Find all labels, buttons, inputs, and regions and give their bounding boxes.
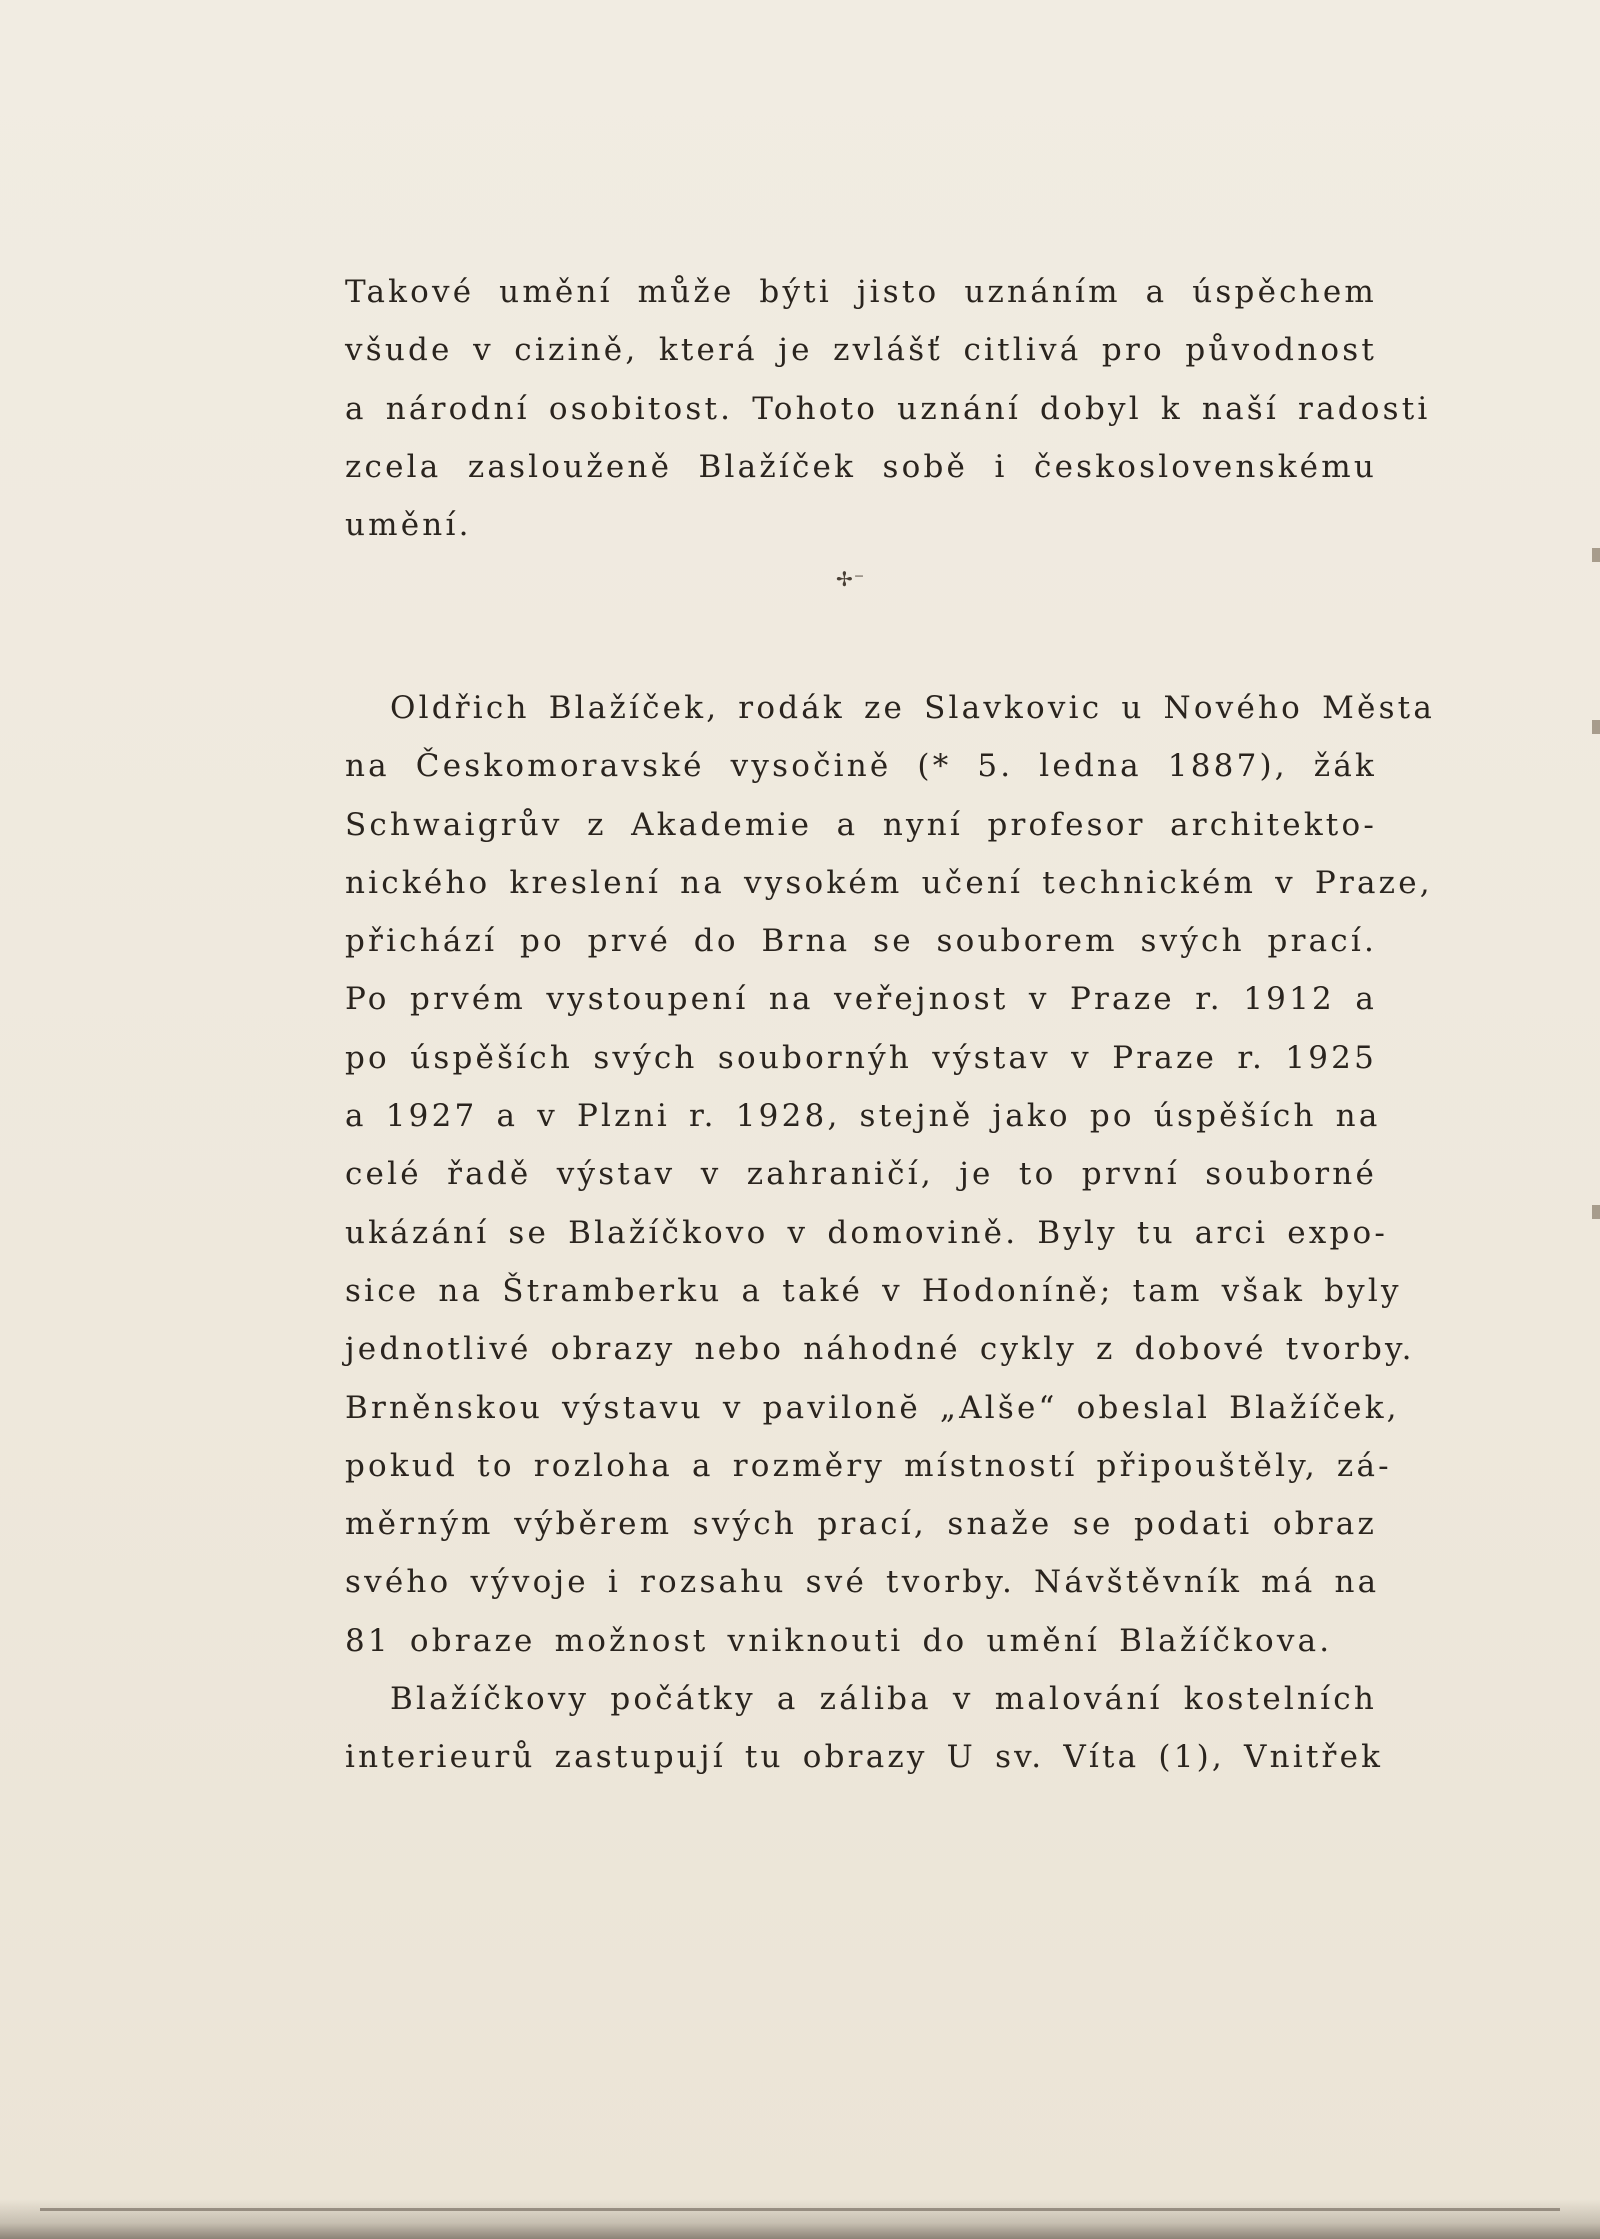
text-line: měrným výběrem svých prací, snaže se podati obraz	[345, 1506, 1377, 1543]
text-line: a národní osobitost. Tohoto uznání dobyl k naší radosti	[345, 390, 1431, 427]
text-line: po úspěších svých soubornýh výstav v Praze r. 1925	[345, 1039, 1377, 1076]
text-line: Blažíčkovy počátky a záliba v malování kostelních	[390, 1681, 1377, 1718]
page-edge-mark	[1592, 720, 1600, 734]
text-line: přichází po prvé do Brna se souborem svých prací.	[345, 923, 1377, 960]
text-line: celé řadě výstav v zahraničí, je to první souborné	[345, 1156, 1377, 1193]
text-line: na Českomoravské vysočině (* 5. ledna 1887), žák	[345, 748, 1377, 785]
text-line: všude v cizině, která je zvlášť citlivá pro původnost	[345, 332, 1377, 369]
text-line: sice na Štramberku a také v Hodoníně; tam však byly	[345, 1272, 1402, 1309]
text-line: Po prvém vystoupení na veřejnost v Praze r. 1912 a	[345, 981, 1377, 1018]
text-line: Oldřich Blažíček, rodák ze Slavkovic u Nového Města	[390, 690, 1436, 726]
text-line: jednotlivé obrazy nebo náhodné cykly z dobové tvorby.	[345, 1331, 1415, 1368]
text-line: zcela zaslouženě Blažíček sobě i československému	[345, 448, 1377, 485]
text-line: Takové umění může býti jisto uznáním a úspěchem	[345, 274, 1377, 310]
text-line: Brněnskou výstavu v pavilonĕ „Alše“ obeslal Blažíček,	[345, 1389, 1400, 1426]
ornament-divider: ✢⁻	[836, 567, 866, 591]
text-line: umění.	[345, 507, 472, 544]
text-line: pokud to rozloha a rozměry místností připouštěly, zá-	[345, 1447, 1392, 1484]
paragraph-2	[345, 679, 1436, 1787]
page-bottom-shadow	[0, 2199, 1600, 2239]
text-line: interieurů zastupují tu obrazy U sv. Víta (1), Vnitřek	[345, 1739, 1384, 1776]
page-edge-mark	[1592, 548, 1600, 562]
text-line: a 1927 a v Plzni r. 1928, stejně jako po úspěších na	[345, 1098, 1381, 1135]
text-line: svého vývoje i rozsahu své tvorby. Návštěvník má na	[345, 1564, 1380, 1601]
text-line: Schwaigrův z Akademie a nyní profesor architekto-	[345, 806, 1377, 843]
paragraph-1	[345, 263, 1431, 554]
text-line: 81 obraze možnost vniknouti do umění Blažíčkova.	[345, 1622, 1333, 1659]
text-line: nického kreslení na vysokém učení technickém v Praze,	[345, 864, 1433, 901]
text-line: ukázání se Blažíčkovo v domovině. Byly tu arci expo-	[345, 1214, 1389, 1251]
page-edge-mark	[1592, 1205, 1600, 1219]
